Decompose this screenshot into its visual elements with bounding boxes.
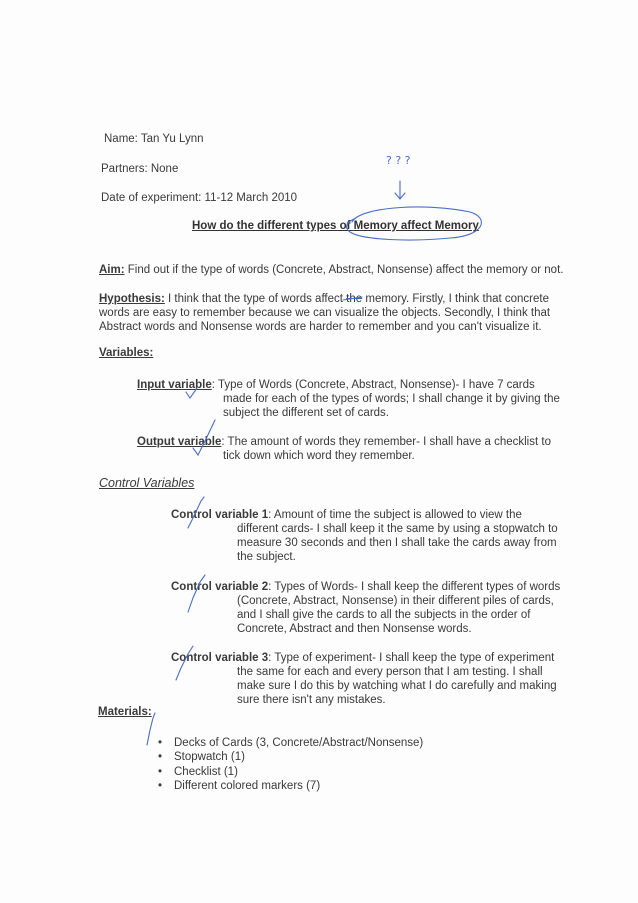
material-item-text: Decks of Cards (3, Concrete/Abstract/Nonsense) [174,737,424,749]
material-item-text: Different colored markers (7) [174,779,321,792]
input-variable-label: Input variable [137,379,212,391]
control-3-label: Control variable 3 [171,652,269,664]
control-3-text-1: : Type of experiment- I shall keep the type of experiment [268,652,555,664]
output-variable-label: Output variable [137,436,222,448]
slash-mark-icon [147,713,155,745]
bullet-dot: • [158,751,163,764]
input-variable-text-3: subject the different set of cards. [223,407,389,419]
hypothesis-text-2: words are easy to remember because we can visualize the objects. Secondly, I think that [99,307,551,319]
title-start: How do the different types of [192,220,354,232]
title-end: Memory affect Memory [353,220,479,232]
control-3-text-2: the same for each and every person that I am testing. I shall [237,666,543,678]
slash-mark-icon [188,575,205,612]
student-name: Name: Tan Yu Lynn [104,133,204,145]
control-variables-heading: Control Variables [99,476,195,490]
control-2-text-1: : Types of Words- I shall keep the different types of words [268,581,561,593]
circle-mark-icon [347,207,482,240]
question-marks-annotation: ? ? ? [386,154,411,167]
variables-heading: Variables: [99,347,154,359]
control-3-text-4: sure there isn't any mistakes. [237,694,386,706]
control-2-label: Control variable 2 [171,581,269,593]
hypothesis-text-3: Abstract words and Nonsense words are harder to remember and you can't visualize it. [99,321,542,333]
control-1-text-2: different cards- I shall keep it the same by using a stopwatch to [237,523,558,535]
slash-mark-icon [188,497,204,528]
hypothesis-label: Hypothesis: [99,293,165,305]
control-1-text-4: the subject. [237,551,296,563]
bullet-dot: • [158,737,163,749]
slash-mark-icon [176,646,193,680]
input-variable-text-1: : Type of Words (Concrete, Abstract, Nonsense)- I have 7 cards [211,379,535,391]
control-1-text-1: : Amount of time the subject is allowed to view the [268,509,522,521]
partners: Partners: None [101,163,179,175]
down-arrow-icon [395,181,405,199]
output-variable-text-1: : The amount of words they remember- I shall have a checklist to [221,436,551,448]
tick-mark-icon [193,420,215,455]
aim-label: Aim: [99,264,125,276]
experiment-date: Date of experiment: 11-12 March 2010 [101,192,298,204]
control-2-text-3: and I shall give the cards to all the subjects in the order of [237,609,531,621]
control-1-text-3: measure 30 seconds and then I shall take the cards away from [237,537,557,549]
bullet-dot: • [158,765,163,778]
hypothesis-text-1a: I think that the type of words affect [164,293,347,305]
control-3-text-3: make sure I do this by watching what I do carefully and making [237,680,557,692]
bullet-dot: • [158,779,163,792]
aim-text: Find out if the type of words (Concrete, Abstract, Nonsense) affect the memory or not. [124,264,564,276]
output-variable-text-2: tick down which word they remember. [223,450,415,462]
control-1-label: Control variable 1 [171,509,269,521]
materials-heading: Materials: [98,706,152,718]
material-item-text: Stopwatch (1) [174,751,245,764]
input-variable-text-2: made for each of the types of words; I shall change it by giving the [223,393,560,405]
hypothesis-text-1b: memory. Firstly, I think that concrete [362,293,549,305]
control-2-text-4: Concrete, Abstract and then Nonsense words. [237,623,472,635]
hypothesis-struck-word: the [346,293,363,305]
control-2-text-2: (Concrete, Abstract, Nonsense) in their different piles of cards, [237,595,554,607]
strike-mark-icon [343,297,362,300]
tick-mark-icon [186,388,197,398]
material-item-text: Checklist (1) [174,765,238,778]
